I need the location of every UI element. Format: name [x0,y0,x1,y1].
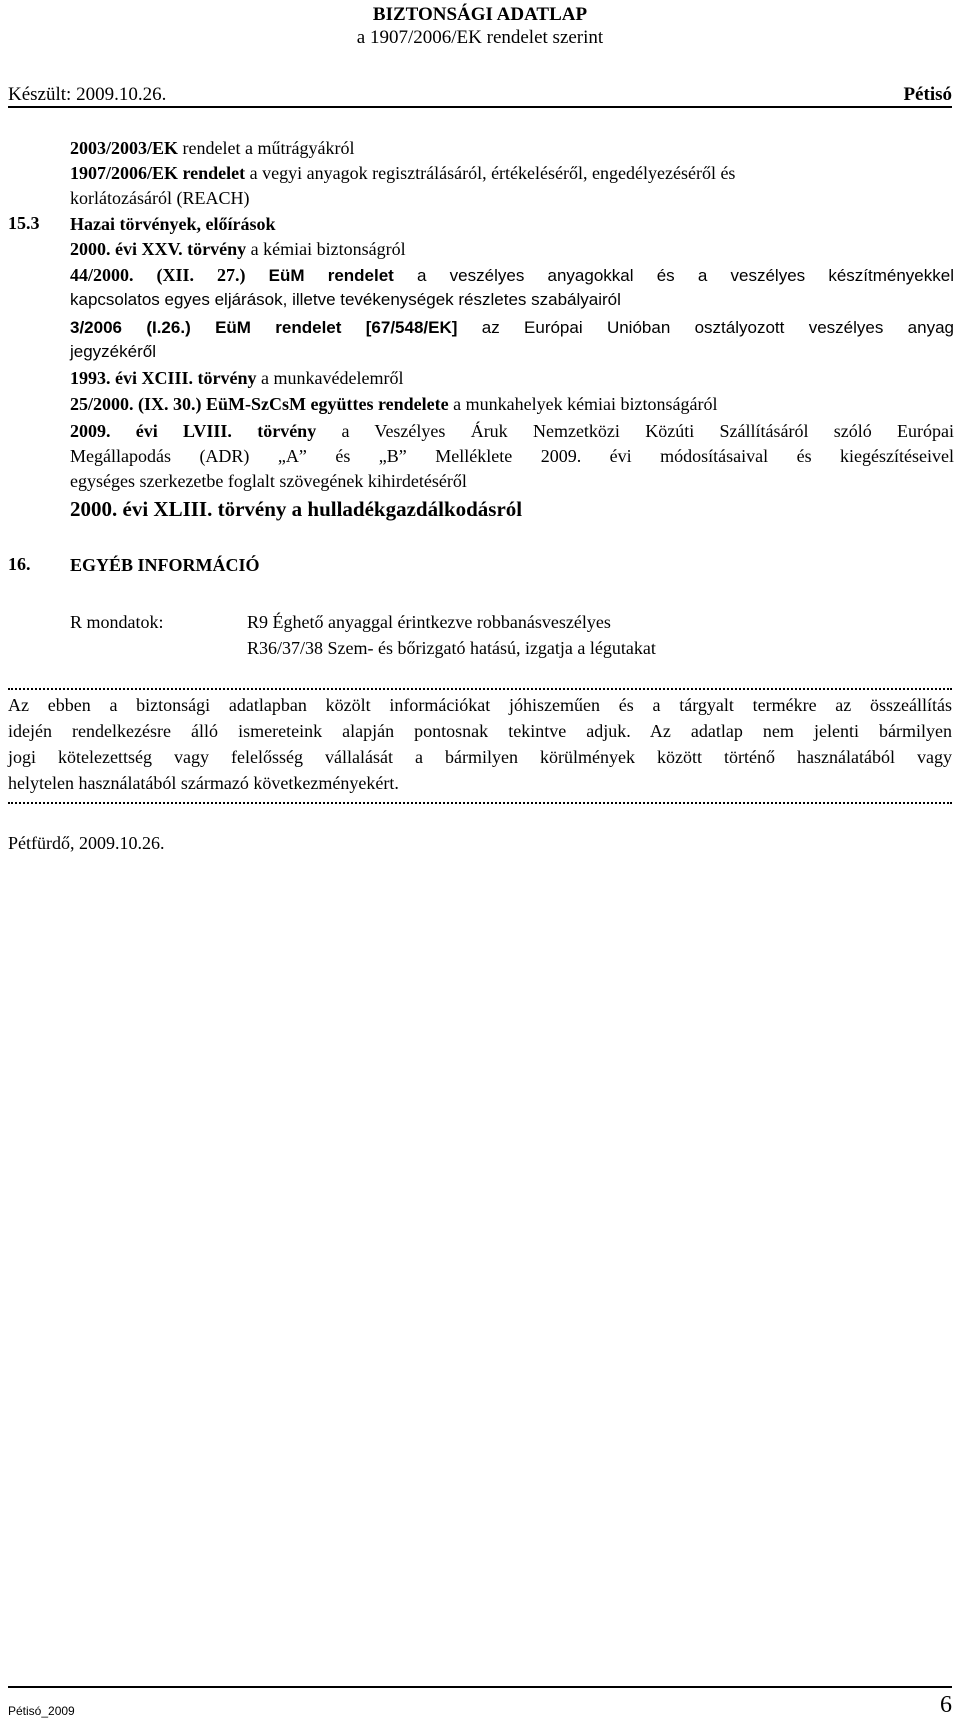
prepared-date: Készült: 2009.10.26. [8,84,167,105]
dotted-divider [8,688,952,690]
section-number: 16. [8,554,31,574]
law-item-continuation: Megállapodás (ADR) „A” és „B” Melléklete 2009. évi módosításaival és kiegészítéseivel [70,446,954,466]
dotted-divider [8,802,952,804]
footer-divider [8,1686,952,1688]
place-and-date: Pétfürdő, 2009.10.26. [8,833,165,853]
eu-regulation-line: korlátozásáról (REACH) [70,188,250,208]
law-item: 2000. évi XXV. törvény a kémiai biztonságról [70,239,406,259]
r-phrases-label: R mondatok: [70,612,164,632]
law-item: 44/2000. (XII. 27.) EüM rendelet a veszélyes anyagokkal és a veszélyes készítményekkel [70,265,954,285]
law-item: 2000. évi XLIII. törvény a hulladékgazdálkodásról [70,497,523,521]
section-number: 15.3 [8,213,40,233]
law-item: 1993. évi XCIII. törvény a munkavédelemről [70,368,404,388]
law-item: 25/2000. (IX. 30.) EüM-SzCsM együttes rendelete a munkahelyek kémiai biztonságáról [70,394,718,414]
law-item: 3/2006 (I.26.) EüM rendelet [67/548/EK] az Európai Unióban osztályozott veszélyes anyag [70,318,954,337]
section-title: Hazai törvények, előírások [70,214,276,234]
disclaimer-line: idején rendelkezésre álló ismereteink alapján pontosnak tekintve adjuk. Az adatlap nem jelenti bármilyen [8,721,952,741]
disclaimer-line: Az ebben a biztonsági adatlapban közölt információkat jóhiszeműen és a tárgyalt termékre az összeállítás [8,695,952,715]
disclaimer-line: helytelen használatából származó következményekért. [8,773,399,793]
page-number: 6 [940,1692,952,1718]
document-subtitle: a 1907/2006/EK rendelet szerint [356,27,604,48]
product-name: Pétisó [903,84,952,105]
r-phrase: R36/37/38 Szem- és bőrizgató hatású, izgatja a légutakat [247,638,656,658]
section-title: EGYÉB INFORMÁCIÓ [70,555,260,575]
eu-regulation-line: 1907/2006/EK rendelet a vegyi anyagok regisztrálásáról, értékeléséről, engedélyezéséről és [70,163,736,183]
r-phrase: R9 Éghető anyaggal érintkezve robbanásveszélyes [247,612,611,632]
header-divider [8,106,952,108]
law-item: 2009. évi LVIII. törvény a Veszélyes Áruk Nemzetközi Közúti Szállításáról szóló Európai [70,421,955,441]
law-item-continuation: jegyzékéről [70,342,156,361]
footer-file-name: Pétisó_2009 [8,1704,75,1718]
disclaimer-line: jogi kötelezettség vagy felelősség vállalását a bármilyen körülmények között történő használatából vagy [8,747,952,767]
eu-regulation-line: 2003/2003/EK rendelet a műtrágyákról [70,138,355,158]
document-title: BIZTONSÁGI ADATLAP [372,4,588,25]
law-item-continuation: egységes szerkezetbe foglalt szövegének kihirdetéséről [70,471,467,491]
law-item-continuation: kapcsolatos egyes eljárások, illetve tevékenységek részletes szabályairól [70,290,621,309]
